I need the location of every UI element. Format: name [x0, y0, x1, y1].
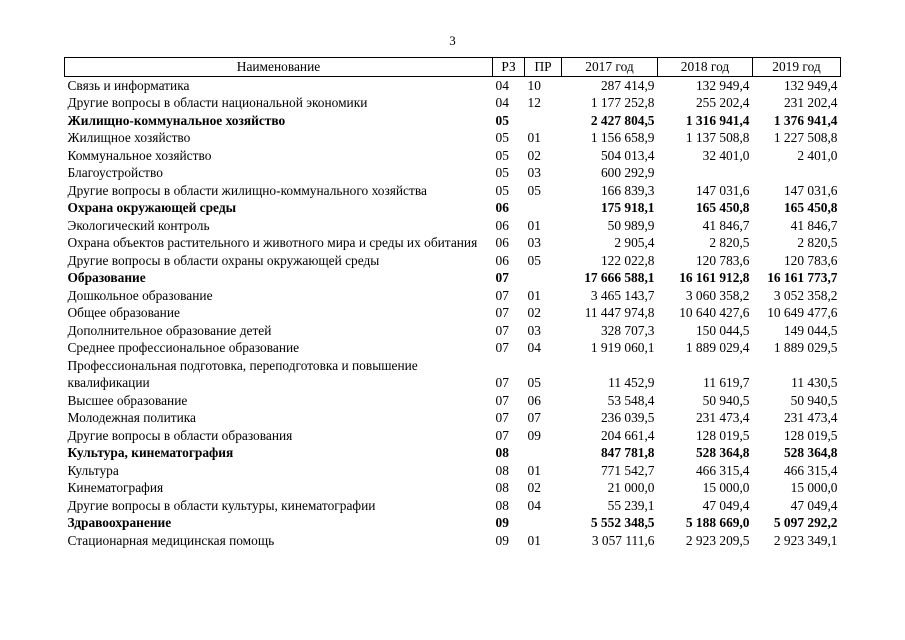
header-rz: РЗ — [493, 58, 525, 77]
row-value-2017: 11 452,9 — [608, 375, 655, 390]
table-row — [65, 462, 841, 480]
row-rz: 08 — [495, 462, 509, 478]
row-value-2017: 55 239,1 — [607, 497, 655, 513]
row-value-2018: 150 044,5 — [695, 322, 750, 338]
row-value-2018: 165 450,8 — [695, 200, 750, 215]
row-value-2019: 11 430,5 — [791, 375, 838, 390]
row-rz: 08 — [495, 480, 509, 495]
row-rz: 04 — [495, 77, 509, 93]
row-pr: 05 — [527, 375, 541, 390]
row-name: Культура — [67, 462, 119, 478]
row-value-2018: 32 401,0 — [702, 147, 750, 163]
table-row — [65, 217, 841, 235]
row-value-2017: 504 013,4 — [600, 147, 655, 163]
row-value-2019: 120 783,6 — [783, 252, 838, 268]
row-value-2019: 466 315,4 — [783, 462, 838, 478]
row-value-2018: 10 640 427,6 — [679, 305, 750, 320]
row-value-2019: 165 450,8 — [783, 200, 838, 215]
row-value-2017: 1 156 658,9 — [590, 130, 655, 145]
row-value-2018 — [658, 164, 753, 182]
row-value-2019: 47 049,4 — [790, 497, 838, 513]
row-value-2017: 2 905,4 — [614, 235, 655, 250]
row-rz: 08 — [495, 497, 509, 513]
row-name: Образование — [67, 270, 146, 285]
row-pr: 01 — [527, 532, 541, 548]
row-value-2018: 1 889 029,4 — [685, 340, 750, 355]
row-value-2019 — [753, 164, 841, 182]
header-2017: 2017 год — [562, 58, 658, 77]
row-value-2017: 236 039,5 — [600, 410, 655, 425]
table-row — [65, 234, 841, 252]
section-row — [65, 444, 841, 462]
row-value-2019: 50 940,5 — [790, 392, 838, 408]
table-row — [65, 479, 841, 497]
row-pr: 05 — [527, 182, 541, 198]
row-name: Стационарная медицинская помощь — [67, 532, 275, 548]
row-rz: 05 — [495, 147, 509, 163]
row-value-2019: 2 923 349,1 — [773, 532, 838, 548]
row-name: Дополнительное образование детей — [67, 322, 272, 338]
row-name: Другие вопросы в области охраны окружающей среды — [67, 252, 380, 268]
row-name: Молодежная политика — [67, 410, 197, 425]
row-name: Профессиональная подготовка, переподготовка и повышение квалификации — [67, 357, 418, 390]
row-pr: 01 — [527, 217, 541, 233]
row-name: Среднее профессиональное образование — [67, 340, 300, 355]
row-value-2019: 1 889 029,5 — [773, 340, 838, 355]
row-name: Другие вопросы в области культуры, кинематографии — [67, 497, 376, 513]
row-value-2019: 528 364,8 — [783, 445, 838, 460]
row-value-2017: 204 661,4 — [600, 427, 655, 443]
row-pr — [525, 444, 562, 462]
row-pr: 01 — [527, 287, 541, 303]
row-value-2019: 5 097 292,2 — [773, 515, 838, 530]
row-pr — [525, 269, 562, 287]
row-rz: 05 — [495, 130, 509, 145]
row-pr: 07 — [527, 410, 541, 425]
row-rz: 04 — [495, 95, 509, 110]
row-rz: 05 — [495, 112, 509, 128]
row-value-2019: 1 227 508,8 — [773, 130, 838, 145]
row-value-2019: 15 000,0 — [790, 480, 838, 495]
row-value-2018: 3 060 358,2 — [685, 287, 750, 303]
row-rz: 08 — [495, 445, 509, 460]
row-value-2018: 47 049,4 — [702, 497, 750, 513]
table-body — [65, 76, 841, 549]
row-name: Здравоохранение — [67, 515, 172, 530]
row-value-2017: 166 839,3 — [600, 182, 655, 198]
row-value-2017: 3 465 143,7 — [590, 287, 655, 303]
row-value-2019: 149 044,5 — [783, 322, 838, 338]
row-pr: 10 — [527, 77, 541, 93]
header-2018: 2018 год — [658, 58, 753, 77]
row-value-2018: 128 019,5 — [695, 427, 750, 443]
table-row — [65, 357, 841, 392]
row-name: Кинематография — [67, 480, 164, 495]
row-value-2018: 120 783,6 — [695, 252, 750, 268]
row-name: Охрана объектов растительного и животного мира и среды их обитания — [67, 235, 478, 250]
row-rz: 09 — [495, 532, 509, 548]
row-pr: 02 — [527, 305, 541, 320]
row-value-2018: 231 473,4 — [695, 410, 750, 425]
row-value-2017: 600 292,9 — [600, 165, 655, 180]
row-name: Другие вопросы в области образования — [67, 427, 293, 443]
row-value-2019: 2 820,5 — [797, 235, 838, 250]
row-rz: 07 — [495, 375, 509, 390]
table-row — [65, 147, 841, 165]
section-row — [65, 514, 841, 532]
row-value-2019: 231 473,4 — [783, 410, 838, 425]
table-row — [65, 304, 841, 322]
row-value-2018: 5 188 669,0 — [685, 515, 750, 530]
budget-table — [64, 57, 841, 549]
header-2019: 2019 год — [753, 58, 841, 77]
row-value-2018: 255 202,4 — [695, 95, 750, 110]
row-name: Жилищное хозяйство — [67, 130, 191, 145]
row-value-2019: 132 949,4 — [783, 77, 838, 93]
row-name: Культура, кинематография — [67, 445, 234, 460]
row-pr: 03 — [527, 235, 541, 250]
row-rz: 06 — [495, 217, 509, 233]
row-value-2017: 122 022,8 — [600, 252, 655, 268]
table-row — [65, 94, 841, 112]
section-row — [65, 112, 841, 130]
table-row — [65, 409, 841, 427]
row-value-2019: 2 401,0 — [797, 147, 838, 163]
row-rz: 05 — [495, 165, 509, 180]
row-value-2017: 5 552 348,5 — [590, 515, 655, 530]
page-number: 3 — [449, 33, 456, 48]
row-value-2018: 2 923 209,5 — [685, 532, 750, 548]
row-rz: 07 — [495, 322, 509, 338]
row-value-2018: 50 940,5 — [702, 392, 750, 408]
row-pr: 04 — [527, 497, 541, 513]
row-value-2018: 15 000,0 — [702, 480, 750, 495]
table-row — [65, 76, 841, 94]
row-name: Общее образование — [67, 305, 180, 320]
row-pr: 12 — [527, 95, 541, 110]
row-pr: 06 — [527, 392, 541, 408]
table-header-row — [65, 58, 841, 77]
table-row — [65, 287, 841, 305]
row-value-2017: 53 548,4 — [607, 392, 655, 408]
row-value-2017: 328 707,3 — [600, 322, 655, 338]
row-name: Связь и информатика — [67, 77, 190, 93]
table-row — [65, 497, 841, 515]
row-pr — [525, 514, 562, 532]
row-pr — [525, 199, 562, 217]
header-pr: ПР — [525, 58, 562, 77]
table-row — [65, 322, 841, 340]
row-name: Дошкольное образование — [67, 287, 213, 303]
row-name: Другие вопросы в области жилищно-коммунального хозяйства — [67, 182, 427, 198]
row-pr: 01 — [527, 462, 541, 478]
row-name: Жилищно-коммунальное хозяйство — [67, 112, 286, 128]
row-value-2019: 231 202,4 — [783, 95, 838, 110]
row-value-2017: 3 057 111,6 — [591, 532, 655, 548]
row-pr: 03 — [527, 165, 541, 180]
row-value-2017: 11 447 974,8 — [584, 305, 655, 320]
row-value-2018: 132 949,4 — [695, 77, 750, 93]
row-pr: 04 — [527, 340, 541, 355]
row-name: Охрана окружающей среды — [67, 200, 237, 215]
section-row — [65, 269, 841, 287]
row-value-2019: 16 161 773,7 — [767, 270, 838, 285]
row-value-2018: 147 031,6 — [695, 182, 750, 198]
table-row — [65, 427, 841, 445]
row-pr: 09 — [527, 427, 541, 443]
row-rz: 07 — [495, 340, 509, 355]
row-name: Коммунальное хозяйство — [67, 147, 212, 163]
row-rz: 07 — [495, 305, 509, 320]
row-name: Благоустройство — [67, 165, 163, 180]
row-value-2017: 17 666 588,1 — [584, 270, 655, 285]
row-rz: 06 — [495, 200, 509, 215]
section-row — [65, 199, 841, 217]
row-value-2018: 1 316 941,4 — [685, 112, 750, 128]
row-pr: 02 — [527, 480, 541, 495]
row-value-2018: 16 161 912,8 — [679, 270, 750, 285]
table-row — [65, 532, 841, 550]
row-value-2018: 11 619,7 — [703, 375, 750, 390]
row-value-2019: 128 019,5 — [783, 427, 838, 443]
row-rz: 07 — [495, 427, 509, 443]
row-name: Другие вопросы в области национальной экономики — [67, 95, 368, 110]
row-value-2018: 466 315,4 — [695, 462, 750, 478]
row-value-2019: 147 031,6 — [783, 182, 838, 198]
table-row — [65, 164, 841, 182]
row-name: Экологический контроль — [67, 217, 210, 233]
table-row — [65, 129, 841, 147]
table-row — [65, 339, 841, 357]
row-value-2017: 287 414,9 — [600, 77, 655, 93]
row-value-2019: 10 649 477,6 — [767, 305, 838, 320]
row-rz: 06 — [495, 252, 509, 268]
row-value-2018: 1 137 508,8 — [685, 130, 750, 145]
row-pr: 01 — [527, 130, 541, 145]
row-value-2017: 2 427 804,5 — [590, 112, 655, 128]
row-pr — [525, 112, 562, 130]
table-row — [65, 392, 841, 410]
row-value-2018: 41 846,7 — [702, 217, 750, 233]
row-value-2017: 847 781,8 — [600, 445, 655, 460]
table-row — [65, 182, 841, 200]
row-name: Высшее образование — [67, 392, 188, 408]
row-rz: 05 — [495, 182, 509, 198]
row-value-2017: 175 918,1 — [600, 200, 655, 215]
row-value-2017: 50 989,9 — [607, 217, 655, 233]
row-rz: 07 — [495, 287, 509, 303]
row-value-2017: 771 542,7 — [600, 462, 655, 478]
row-rz: 06 — [495, 235, 509, 250]
row-pr: 03 — [527, 322, 541, 338]
row-value-2019: 41 846,7 — [790, 217, 838, 233]
row-value-2017: 1 177 252,8 — [590, 95, 655, 110]
row-pr: 05 — [527, 252, 541, 268]
row-rz: 07 — [495, 410, 509, 425]
row-value-2017: 21 000,0 — [607, 480, 655, 495]
row-value-2019: 1 376 941,4 — [773, 112, 838, 128]
row-pr: 02 — [527, 147, 541, 163]
header-name: Наименование — [65, 58, 493, 77]
row-value-2017: 1 919 060,1 — [590, 340, 655, 355]
row-rz: 09 — [495, 515, 509, 530]
table-row — [65, 252, 841, 270]
row-value-2019: 3 052 358,2 — [773, 287, 838, 303]
row-rz: 07 — [495, 270, 509, 285]
row-value-2018: 528 364,8 — [695, 445, 750, 460]
row-value-2018: 2 820,5 — [709, 235, 750, 250]
row-rz: 07 — [495, 392, 509, 408]
